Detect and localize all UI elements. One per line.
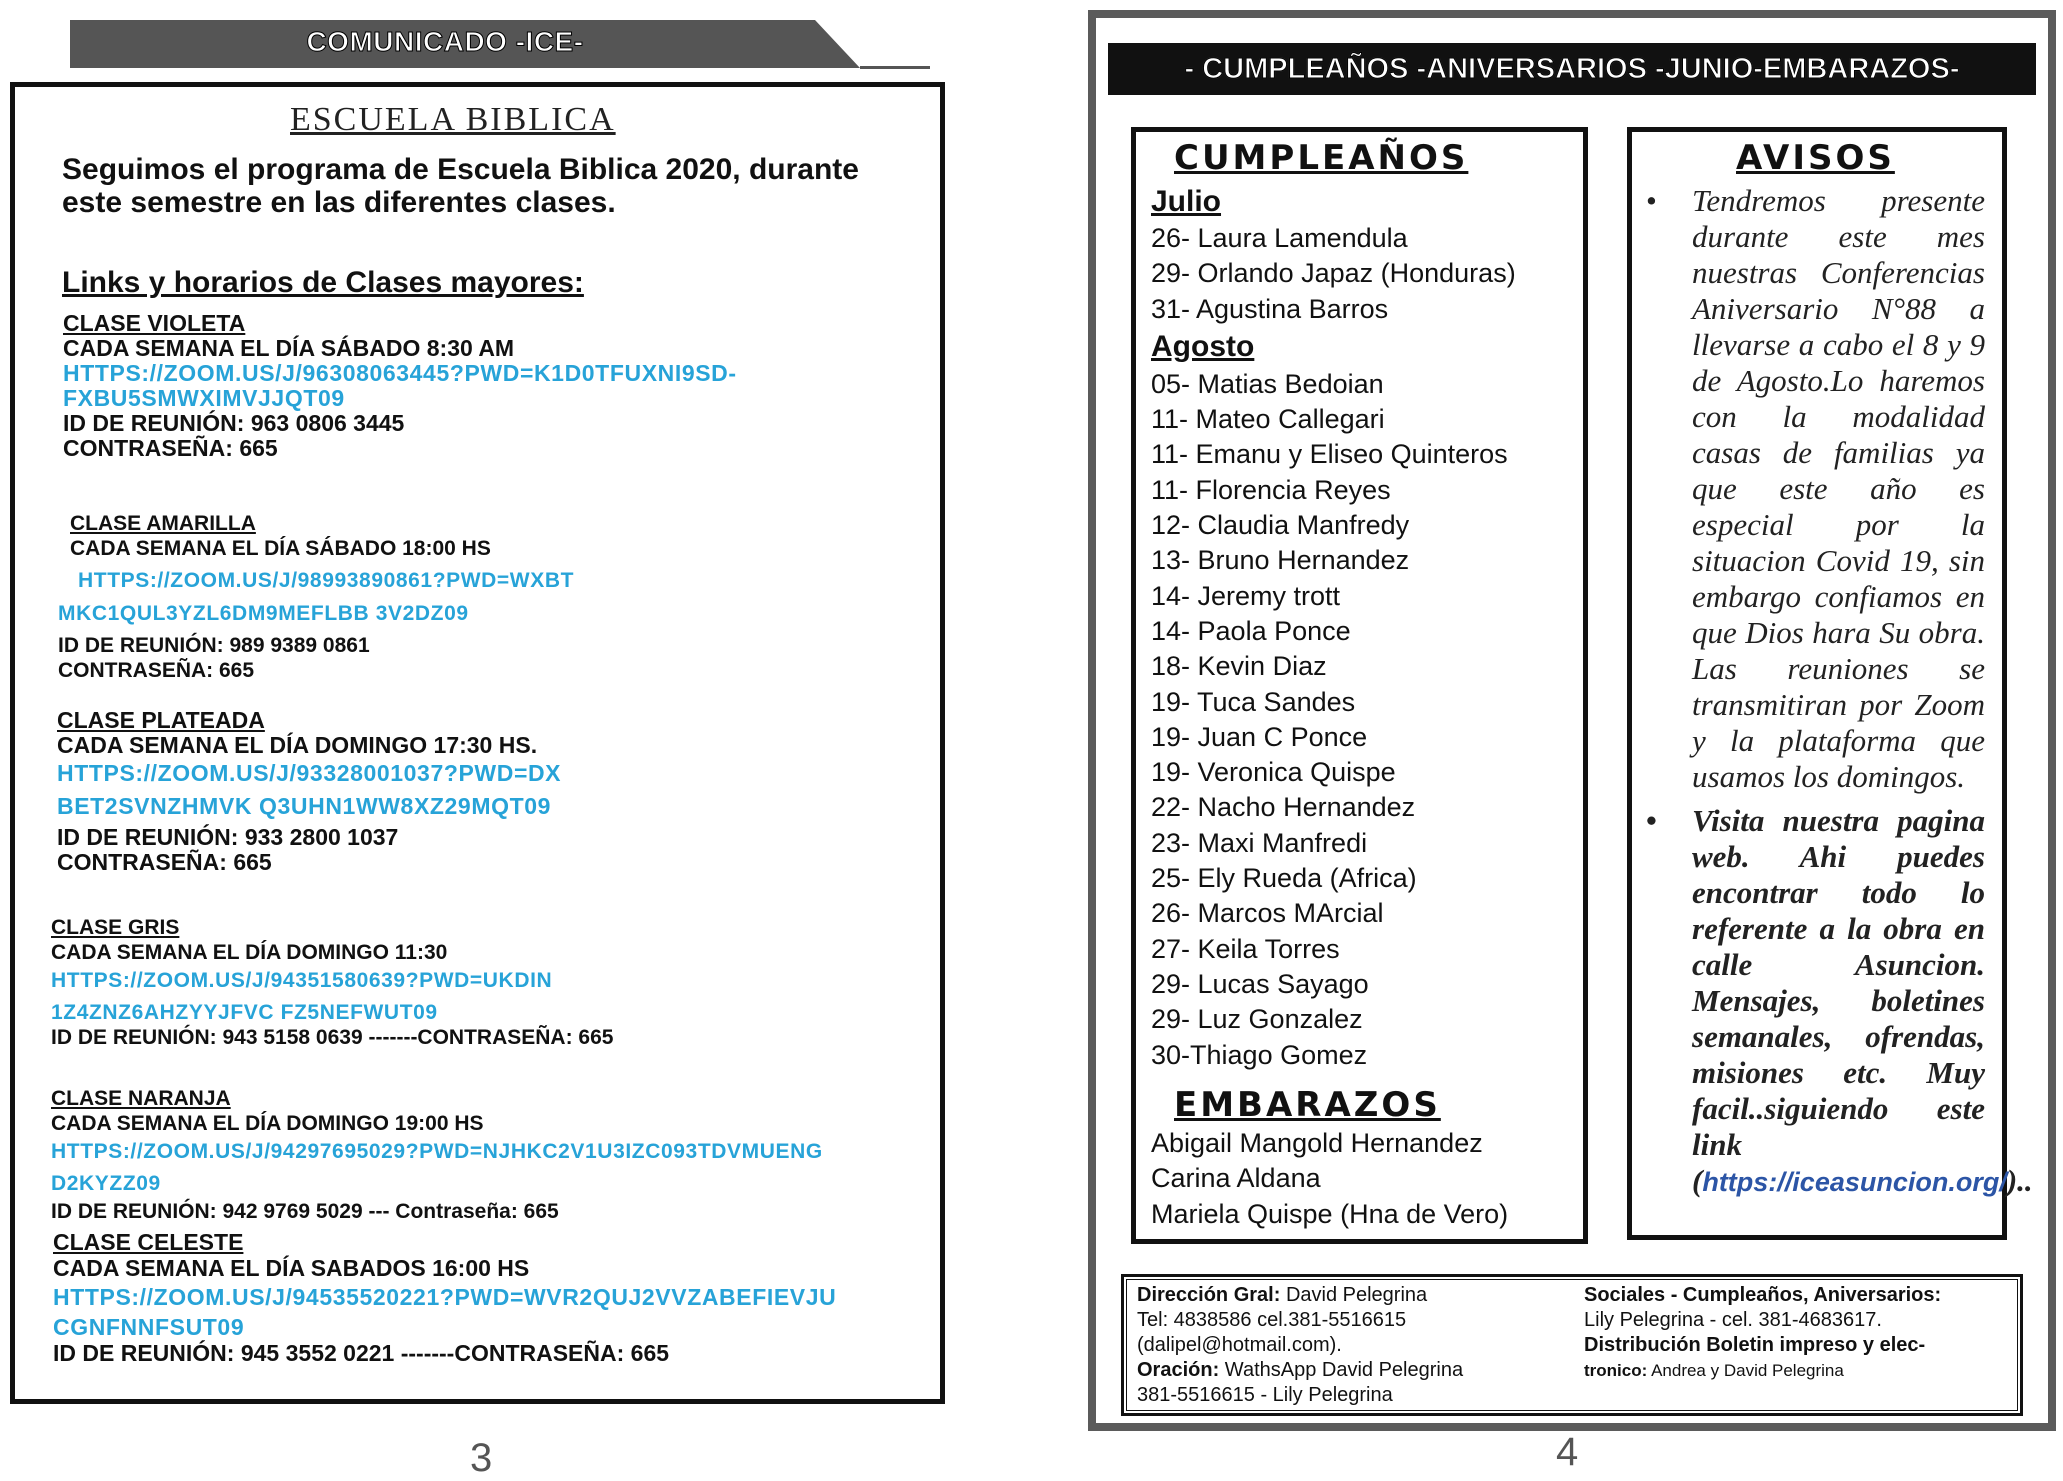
meeting-password: CONTRASEÑA: 665 (63, 435, 278, 461)
birthday-entry: 30-Thiago Gomez (1151, 1039, 1368, 1070)
bullet-icon: • (1646, 803, 1657, 838)
birthday-entry: 19- Juan C Ponce (1151, 721, 1368, 752)
meeting-id-password: ID DE REUNIÓN: 943 5158 0639 -------CONTRASEÑA: 665 (51, 1026, 614, 1049)
bullet-icon: • (1646, 183, 1657, 218)
birthday-entry: 19- Veronica Quispe (1151, 757, 1396, 788)
intro-paragraph: Seguimos el programa de Escuela Biblica 2020, durante este semestre en las diferentes clases. (62, 153, 859, 219)
meeting-password: CONTRASEÑA: 665 (57, 849, 272, 875)
class-schedule: CADA SEMANA EL DÍA DOMINGO 17:30 HS. (57, 732, 538, 758)
class-schedule: CADA SEMANA EL DÍA SABADOS 16:00 HS (53, 1255, 530, 1281)
birthday-entry: 13- Bruno Hernandez (1151, 545, 1410, 576)
birthday-entry: 19- Tuca Sandes (1151, 686, 1356, 717)
birthday-entry: 31- Agustina Barros (1151, 293, 1389, 324)
class-name: CLASE VIOLETA (63, 310, 246, 336)
aviso-item (1640, 803, 2033, 1200)
avisos-list (1640, 183, 2033, 1200)
cumpleanos-title: CUMPLEAÑOS (1174, 138, 1469, 178)
zoom-link-continued[interactable]: FXBU5SMWXIMVJJQT09 (63, 385, 345, 411)
class-name: CLASE CELESTE (53, 1229, 244, 1255)
email: (dalipel@hotmail.com). (1137, 1334, 1342, 1356)
zoom-link-continued[interactable]: MKC1QUL3YZL6DM9MEFLBB 3V2DZ09 (58, 602, 469, 625)
aviso-text: Tendremos presente durante este mes nuestras Conferencias Aniversario N°88 a llevarse a cabo el 8 y 9 de Agosto.Lo haremos con la modalidad casas de familias ya que este año es especial por la situacion Covid 19, sin embargo confiamos en que Dios hara Su obra. Las reuniones se transmitiran por Zoom y la plataforma que usamos los domingos. (1692, 183, 1985, 794)
oracion-label: Oración: (1137, 1359, 1220, 1381)
class-schedule: CADA SEMANA EL DÍA SÁBADO 8:30 AM (63, 335, 515, 361)
zoom-link[interactable]: HTTPS://ZOOM.US/J/98993890861?PWD=WXBT (78, 569, 575, 592)
class-amarilla (58, 511, 574, 683)
sociales-label: Sociales - Cumpleaños, Aniversarios: (1584, 1284, 1942, 1306)
birthday-entry: 26- Marcos MArcial (1151, 898, 1384, 929)
class-plateada (57, 708, 561, 875)
birthday-entry: 22- Nacho Hernandez (1151, 792, 1416, 823)
birthday-entry: 27- Keila Torres (1151, 933, 1340, 964)
meeting-id: ID DE REUNIÓN: 989 9389 0861 (58, 634, 370, 657)
birthday-entry: 11- Mateo Callegari (1151, 404, 1385, 435)
class-violeta (63, 311, 737, 461)
meeting-id: ID DE REUNIÓN: 933 2800 1037 (57, 824, 399, 850)
aviso-text-end: ).. (2006, 1163, 2033, 1198)
page-number-right: 4 (1556, 1430, 1579, 1474)
oracion-value: WathsApp David Pelegrina (1219, 1359, 1464, 1381)
class-schedule: CADA SEMANA EL DÍA DOMINGO 19:00 HS (51, 1112, 484, 1135)
embarazo-entry: Carina Aldana (1151, 1163, 1321, 1194)
aviso-text: Visita nuestra pagina web. Ahi puedes encontrar todo lo referente a la obra en calle Asuncion. Mensajes, boletines semanales, ofrendas, misiones etc. Muy facil..siguiendo este link ( (1692, 803, 1985, 1198)
birthday-entry: 29- Luz Gonzalez (1151, 1004, 1363, 1035)
left-header-underline (860, 66, 930, 69)
telefono: Tel: 4838586 cel.381-5516615 (1137, 1309, 1407, 1331)
meeting-id-password: ID DE REUNIÓN: 945 3552 0221 -------CONTRASEÑA: 665 (53, 1340, 670, 1366)
zoom-link[interactable]: HTTPS://ZOOM.US/J/94535520221?PWD=WVR2QUJ2VVZABEFIEVJU (53, 1284, 837, 1310)
month-agosto: Agosto (1151, 329, 1255, 363)
escuela-biblica-title: ESCUELA BIBLICA (290, 101, 616, 138)
direccion-label: Dirección Gral: (1137, 1284, 1281, 1306)
class-celeste (53, 1229, 836, 1366)
class-naranja (51, 1086, 823, 1224)
embarazo-entry: Abigail Mangold Hernandez (1151, 1128, 1483, 1158)
embarazo-entry: Mariela Quispe (Hna de Vero) (1151, 1198, 1509, 1229)
class-schedule: CADA SEMANA EL DÍA SÁBADO 18:00 HS (70, 537, 491, 560)
birthday-entry: 25- Ely Rueda (Africa) (1151, 863, 1417, 894)
right-header-title: - CUMPLEAÑOS -ANIVERSARIOS -JUNIO-EMBARAZOS- (1108, 43, 2036, 95)
zoom-link[interactable]: HTTPS://ZOOM.US/J/94351580639?PWD=UKDIN (51, 969, 553, 992)
footer-left (1137, 1283, 1463, 1408)
birthday-entry: 18- Kevin Diaz (1151, 651, 1327, 682)
distribucion-label: Distribución Boletin impreso y elec- (1584, 1334, 1926, 1356)
zoom-link-continued[interactable]: 1Z4ZNZ6AHZYYJFVC FZ5NEFWUT09 (51, 1001, 438, 1024)
left-header-title: COMUNICADO -ICE- (306, 26, 584, 57)
meeting-id-password: ID DE REUNIÓN: 942 9769 5029 --- Contraseña: 665 (51, 1200, 559, 1223)
avisos-title: AVISOS (1736, 138, 1895, 178)
page-number-left: 3 (470, 1436, 493, 1480)
oracion-phone: 381-5516615 - Lily Pelegrina (1137, 1384, 1393, 1406)
direccion-value: David Pelegrina (1280, 1284, 1428, 1306)
zoom-link-continued[interactable]: D2KYZZ09 (51, 1172, 161, 1195)
birthday-entry: 23- Maxi Manfredi (1151, 827, 1368, 858)
website-link[interactable]: https://iceasuncion.org/ (1702, 1167, 2007, 1197)
birthday-list (1151, 183, 1516, 1073)
zoom-link[interactable]: HTTPS://ZOOM.US/J/94297695029?PWD=NJHKC2V1U3IZC093TDVMUENG (51, 1140, 823, 1163)
birthday-entry: 11- Florencia Reyes (1151, 474, 1391, 505)
zoom-link[interactable]: HTTPS://ZOOM.US/J/96308063445?PWD=K1D0TFUXNI9SD- (63, 360, 737, 386)
sociales-value: Lily Pelegrina - cel. 381-4683617. (1584, 1309, 1882, 1331)
embarazos-title: EMBARAZOS (1174, 1085, 1441, 1125)
birthday-entry: 26- Laura Lamendula (1151, 223, 1408, 253)
footer-right (1584, 1283, 1941, 1383)
class-gris (51, 915, 613, 1050)
birthday-entry: 29- Lucas Sayago (1151, 968, 1369, 999)
birthday-entry: 11- Emanu y Eliseo Quinteros (1151, 439, 1508, 470)
links-heading: Links y horarios de Clases mayores: (62, 266, 584, 299)
birthday-entry: 14- Paola Ponce (1151, 615, 1351, 646)
month-julio: Julio (1151, 185, 1222, 218)
zoom-link-continued[interactable]: BET2SVNZHMVK Q3UHN1WW8XZ29MQT09 (57, 793, 552, 819)
birthday-entry: 29- Orlando Japaz (Honduras) (1151, 258, 1516, 289)
birthday-entry: 05- Matias Bedoian (1151, 368, 1384, 399)
class-name: CLASE AMARILLA (70, 512, 256, 535)
agosto-entries (1151, 367, 1516, 1073)
distribucion-label-2: tronico: (1584, 1361, 1648, 1380)
zoom-link-continued[interactable]: CGNFNNFSUT09 (53, 1314, 245, 1340)
embarazos-list (1151, 1126, 1508, 1232)
birthday-entry: 12- Claudia Manfredy (1151, 510, 1410, 541)
class-name: CLASE PLATEADA (57, 707, 265, 733)
aviso-item (1640, 183, 1985, 795)
distribucion-value: Andrea y David Pelegrina (1647, 1361, 1844, 1380)
meeting-password: CONTRASEÑA: 665 (58, 659, 255, 682)
class-name: CLASE GRIS (51, 916, 180, 939)
meeting-id: ID DE REUNIÓN: 963 0806 3445 (63, 410, 405, 436)
zoom-link[interactable]: HTTPS://ZOOM.US/J/93328001037?PWD=DX (57, 760, 562, 786)
birthday-entry: 14- Jeremy trott (1151, 580, 1341, 611)
class-name: CLASE NARANJA (51, 1087, 231, 1110)
class-schedule: CADA SEMANA EL DÍA DOMINGO 11:30 (51, 941, 448, 964)
